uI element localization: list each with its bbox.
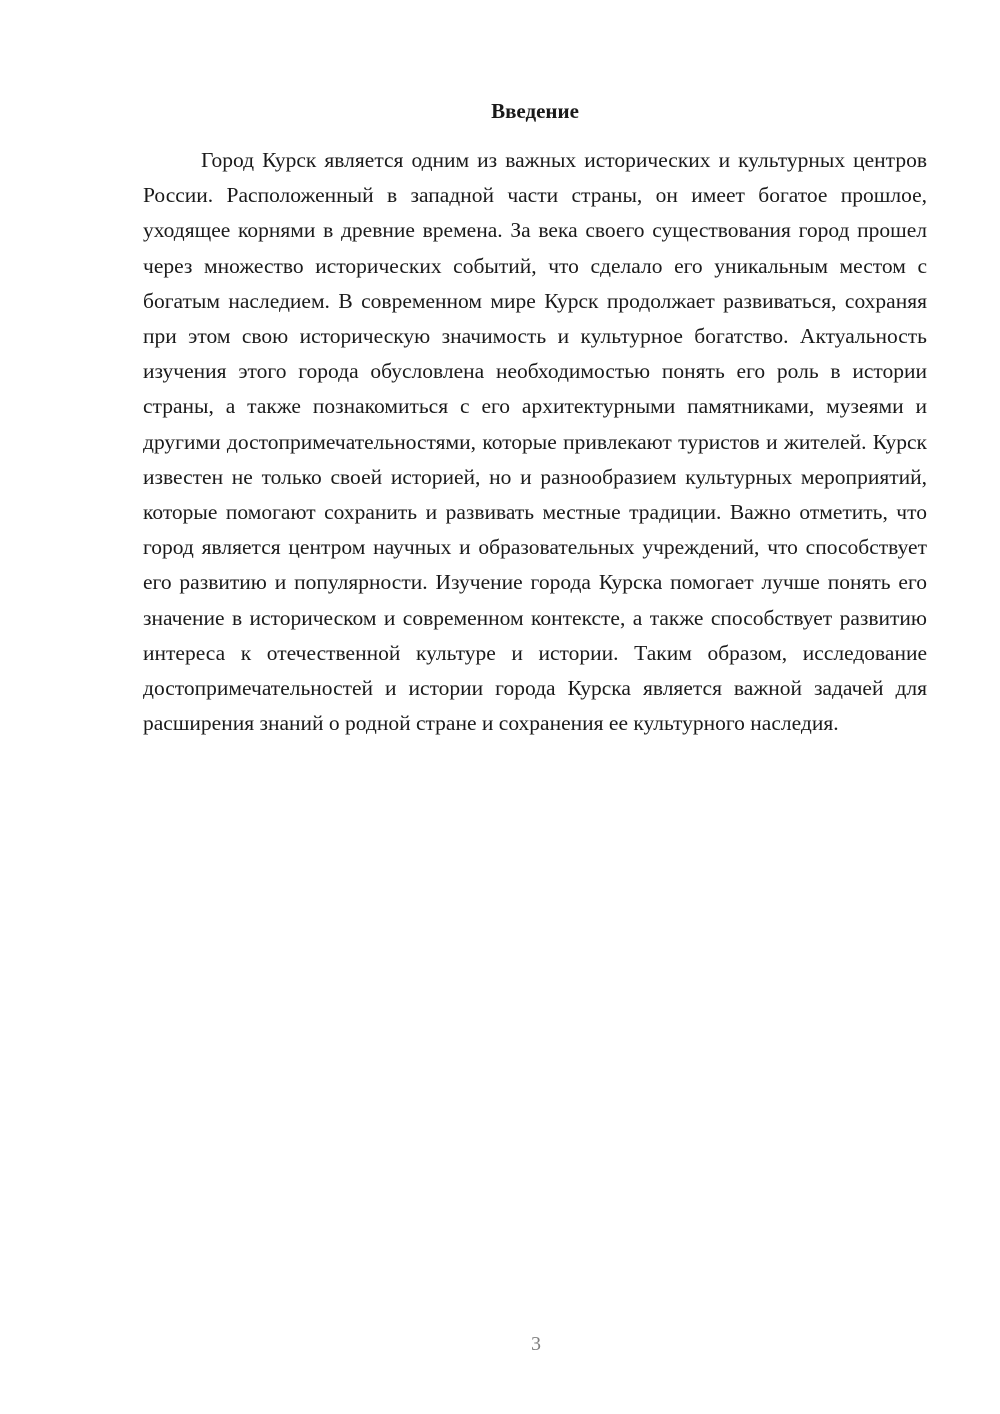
- body-paragraph: Город Курск является одним из важных исторических и культурных центров России. Расположенный в западной части страны, он имеет богатое прошлое, уходящее корнями в древние времена. За века своего существования город прошел через множество исторических событий, что сделало его уникальным местом с богатым наследием. В современном мире Курск продолжает развиваться, сохраняя при этом свою историческую значимость и культурное богатство. Актуальность изучения этого города обусловлена необходимостью понять его роль в истории страны, а также познакомиться с его архитектурными памятниками, музеями и другими достопримечательностями, которые привлекают туристов и жителей. Курск известен не только своей историей, но и разнообразием культурных мероприятий, которые помогают сохранить и развивать местные традиции. Важно отметить, что город является центром научных и образовательных учреждений, что способствует его развитию и популярности. Изучение города Курска помогает лучше понять его значение в историческом и современном контексте, а также способствует развитию интереса к отечественной культуре и истории. Таким образом, исследование достопримечательностей и истории города Курска является важной задачей для расширения знаний о родной стране и сохранения ее культурного наследия.: [143, 148, 927, 736]
- section-heading: Введение: [491, 99, 579, 123]
- page-number: 3: [531, 1333, 541, 1355]
